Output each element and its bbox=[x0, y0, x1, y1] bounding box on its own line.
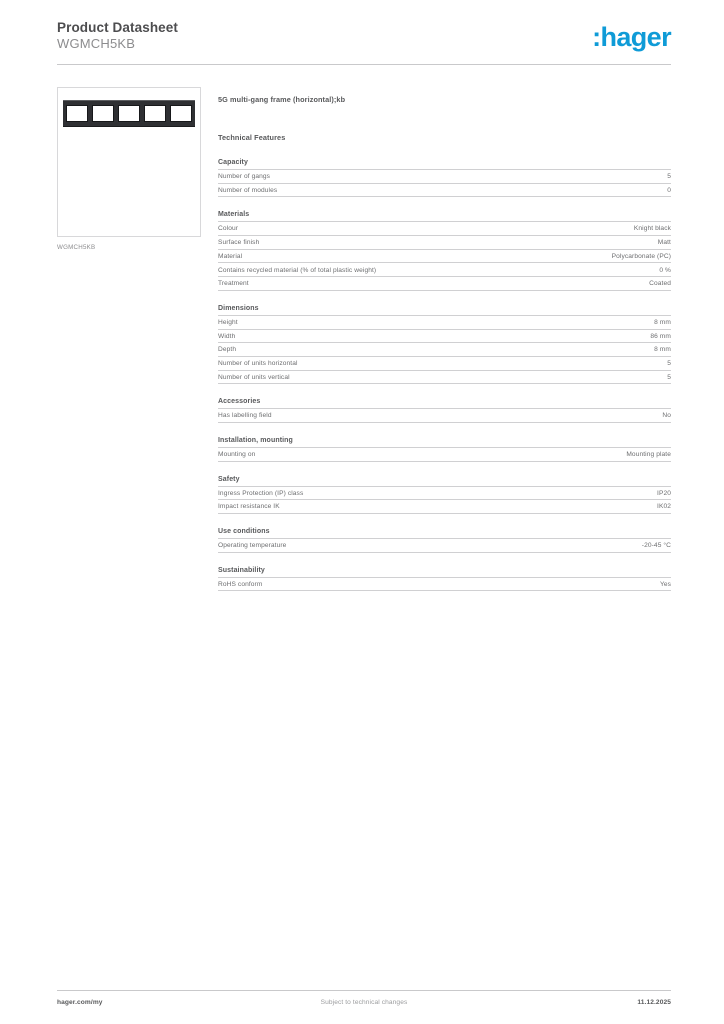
spec-value: IK02 bbox=[657, 503, 671, 511]
spec-row bbox=[218, 343, 671, 357]
gang-aperture bbox=[66, 105, 88, 122]
spec-value: No bbox=[662, 412, 671, 420]
spec-label: Width bbox=[218, 332, 236, 340]
multi-gang-frame-graphic bbox=[63, 100, 195, 127]
spec-group-title: Accessories bbox=[218, 398, 671, 409]
spec-label: Number of units vertical bbox=[218, 373, 290, 381]
spec-value: Knight black bbox=[633, 225, 671, 233]
spec-row bbox=[218, 222, 671, 236]
product-image bbox=[57, 87, 201, 237]
spec-value: 5 bbox=[667, 359, 671, 367]
footer-date: 11.12.2025 bbox=[637, 999, 671, 1006]
spec-group-title: Installation, mounting bbox=[218, 437, 671, 448]
spec-value: 86 mm bbox=[650, 332, 671, 340]
spec-label: Height bbox=[218, 318, 238, 326]
spec-group bbox=[218, 528, 671, 553]
spec-value: 0 % bbox=[659, 266, 671, 274]
header-divider bbox=[57, 64, 671, 65]
spec-value: Yes bbox=[659, 580, 671, 588]
spec-row bbox=[218, 250, 671, 264]
spec-row bbox=[218, 236, 671, 250]
spec-group bbox=[218, 398, 671, 423]
spec-value: 8 mm bbox=[654, 318, 671, 326]
spec-group-title: Safety bbox=[218, 476, 671, 487]
spec-label: Mounting on bbox=[218, 451, 256, 459]
spec-group-title: Sustainability bbox=[218, 567, 671, 578]
spec-value: Matt bbox=[657, 239, 671, 247]
spec-row bbox=[218, 277, 671, 291]
spec-value: 5 bbox=[667, 373, 671, 381]
spec-value: 5 bbox=[667, 173, 671, 181]
spec-row bbox=[218, 263, 671, 277]
spec-group-title: Dimensions bbox=[218, 305, 671, 316]
spec-group bbox=[218, 476, 671, 514]
product-reference-subtitle: WGMCH5KB bbox=[57, 36, 136, 51]
footer-notice: Subject to technical changes bbox=[320, 999, 408, 1006]
product-name: 5G multi-gang frame (horizontal);kb bbox=[218, 95, 346, 104]
gang-aperture bbox=[92, 105, 114, 122]
spec-label: Colour bbox=[218, 225, 239, 233]
gang-aperture bbox=[144, 105, 166, 122]
spec-row bbox=[218, 500, 671, 514]
spec-row bbox=[218, 170, 671, 184]
page-title: Product Datasheet bbox=[57, 20, 178, 35]
spec-label: Depth bbox=[218, 346, 237, 354]
spec-value: Coated bbox=[649, 280, 671, 288]
spec-row bbox=[218, 330, 671, 344]
spec-label: Number of units horizontal bbox=[218, 359, 298, 367]
spec-value: 0 bbox=[667, 186, 671, 194]
spec-group bbox=[218, 211, 671, 290]
spec-group bbox=[218, 305, 671, 384]
spec-value: IP20 bbox=[657, 489, 671, 497]
spec-label: Surface finish bbox=[218, 239, 260, 247]
spec-label: Number of modules bbox=[218, 186, 278, 194]
hager-logo: :hager bbox=[592, 22, 671, 52]
spec-row bbox=[218, 316, 671, 330]
spec-group bbox=[218, 437, 671, 462]
spec-group bbox=[218, 567, 671, 592]
spec-label: RoHS conform bbox=[218, 580, 263, 588]
spec-row bbox=[218, 357, 671, 371]
technical-features-heading: Technical Features bbox=[218, 133, 286, 142]
page-header bbox=[57, 20, 671, 62]
spec-label: Treatment bbox=[218, 280, 249, 288]
gang-aperture bbox=[118, 105, 140, 122]
spec-value: 8 mm bbox=[654, 346, 671, 354]
page-footer bbox=[57, 999, 671, 1011]
spec-value: Polycarbonate (PC) bbox=[611, 252, 671, 260]
spec-group bbox=[218, 159, 671, 197]
spec-value: -20-45 °C bbox=[641, 542, 671, 550]
spec-row bbox=[218, 448, 671, 462]
footer-divider bbox=[57, 990, 671, 991]
spec-label: Ingress Protection (IP) class bbox=[218, 489, 304, 497]
spec-label: Impact resistance IK bbox=[218, 503, 280, 511]
spec-group-title: Use conditions bbox=[218, 528, 671, 539]
product-image-caption: WGMCH5KB bbox=[57, 244, 96, 251]
spec-group-list bbox=[218, 159, 671, 591]
spec-row bbox=[218, 409, 671, 423]
spec-row bbox=[218, 539, 671, 553]
spec-label: Material bbox=[218, 252, 243, 260]
spec-value: Mounting plate bbox=[626, 451, 671, 459]
spec-label: Has labelling field bbox=[218, 412, 272, 420]
specifications-content bbox=[218, 95, 671, 605]
spec-label: Number of gangs bbox=[218, 173, 271, 181]
spec-label: Contains recycled material (% of total plastic weight) bbox=[218, 266, 377, 274]
spec-row bbox=[218, 184, 671, 198]
spec-group-title: Materials bbox=[218, 211, 671, 222]
spec-group-title: Capacity bbox=[218, 159, 671, 170]
gang-aperture bbox=[170, 105, 192, 122]
spec-row bbox=[218, 371, 671, 385]
footer-website[interactable]: hager.com/my bbox=[57, 999, 103, 1006]
spec-row bbox=[218, 487, 671, 501]
spec-row bbox=[218, 578, 671, 592]
spec-label: Operating temperature bbox=[218, 542, 287, 550]
